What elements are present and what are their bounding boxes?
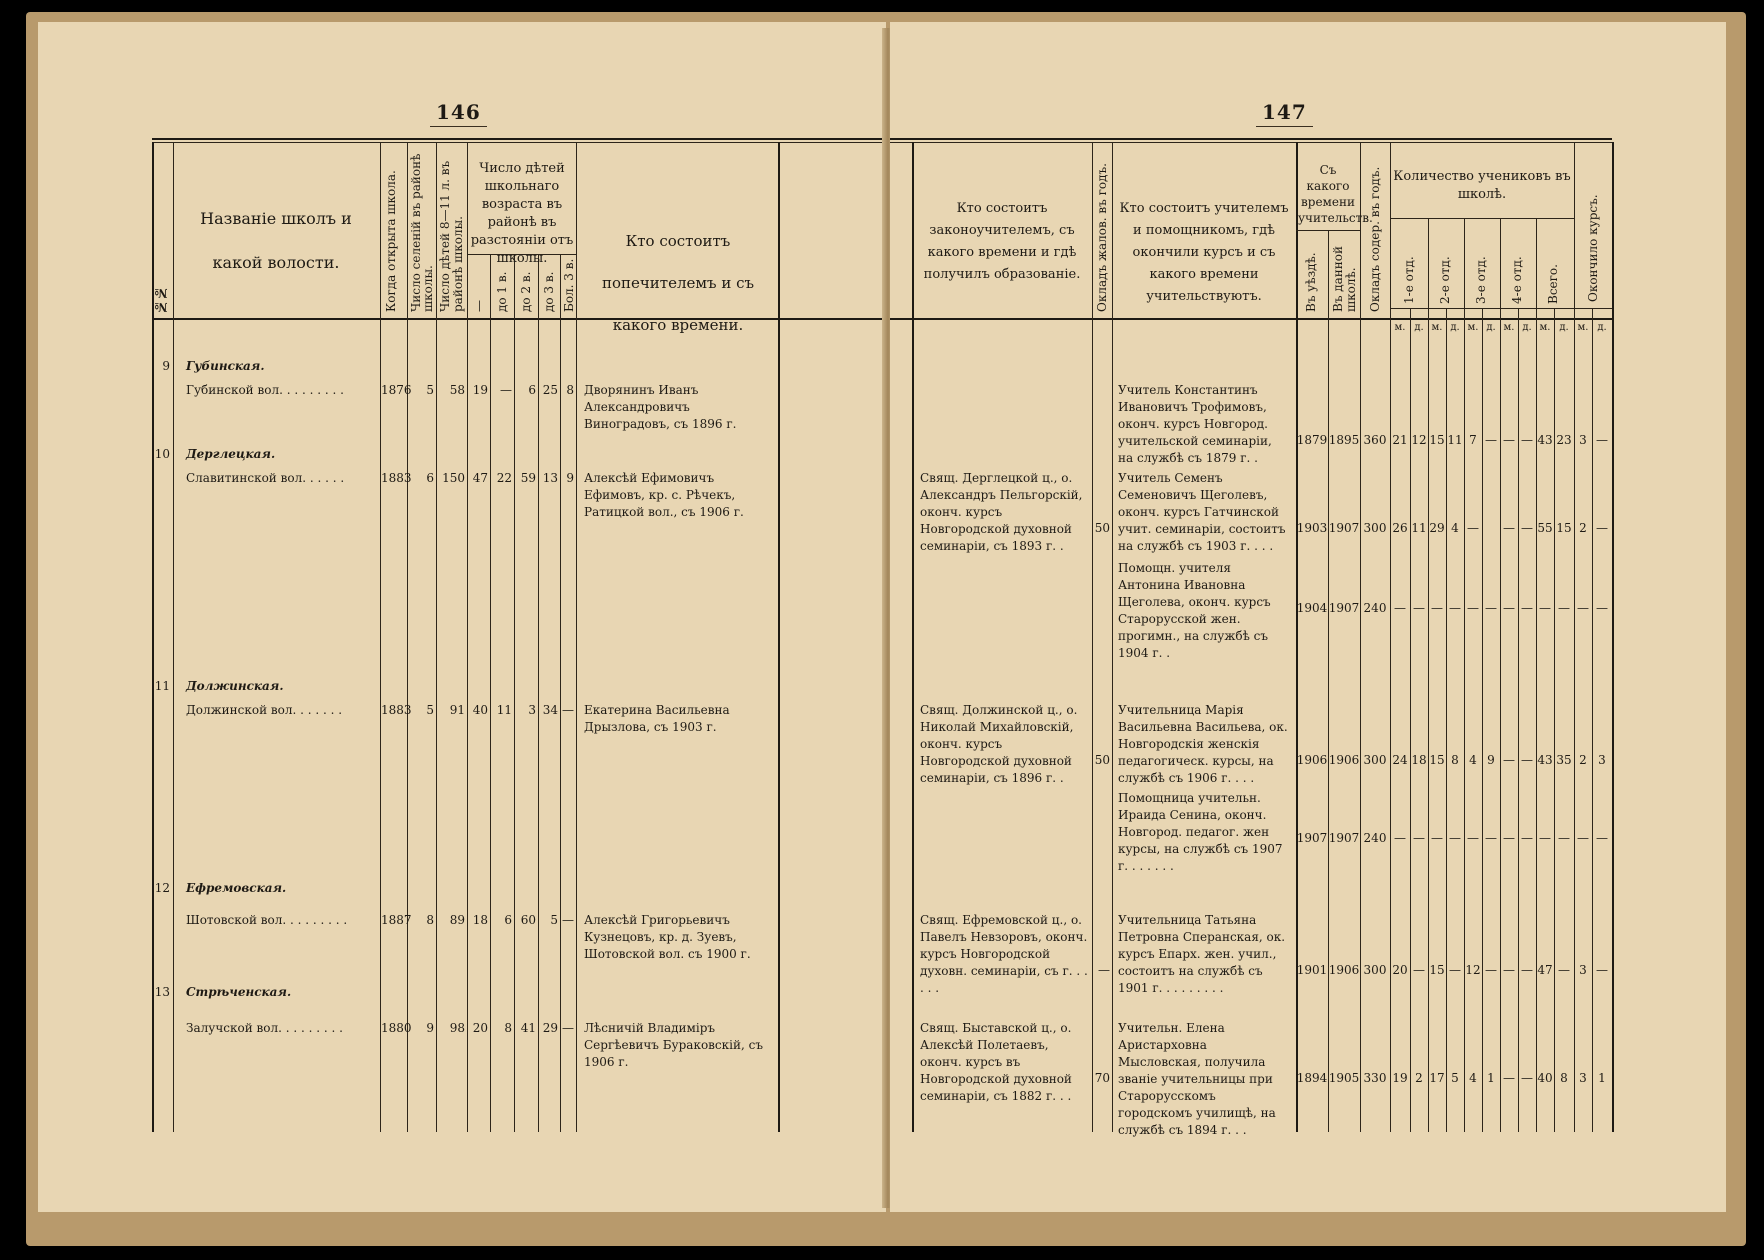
dist-1: 6: [504, 913, 512, 927]
dist-3: 13: [542, 471, 558, 485]
sub-m: м.: [1503, 322, 1515, 333]
student-count: —: [1503, 601, 1515, 615]
student-count: 15: [1429, 433, 1445, 447]
header-children-group: Число дѣтей школьнаго возраста въ районѣ въ разстояніи отъ школы.: [470, 161, 574, 266]
col-line: [1328, 230, 1329, 1132]
opened-year: 1880: [381, 1021, 412, 1035]
student-count: 2: [1415, 1071, 1423, 1085]
dist-more: —: [562, 703, 574, 717]
student-count: —: [1521, 963, 1533, 977]
student-count: —: [1577, 831, 1589, 845]
student-count: 55: [1537, 521, 1553, 535]
law-teacher: Свящ. Ефремовской ц., о. Павелъ Невзоровъ, оконч. курсъ Новгородской духовн. семинаріи, съ г. . . . . .: [920, 913, 1088, 995]
since-school: 1907: [1328, 601, 1360, 615]
table-top-rule-thin: [152, 142, 886, 143]
student-count: —: [1521, 521, 1533, 535]
header-dist-0: —: [472, 300, 486, 312]
sub-m: м.: [1394, 322, 1406, 333]
student-count: 11: [1447, 433, 1463, 447]
col-line: [1464, 218, 1465, 1132]
student-count: —: [1503, 521, 1515, 535]
student-count: 29: [1429, 521, 1445, 535]
header-villages: Число селеній въ районѣ школы.: [409, 153, 435, 312]
student-count: —: [1521, 753, 1533, 767]
sub-d: д.: [1450, 322, 1460, 333]
student-count: 11: [1411, 521, 1427, 535]
school-name: Должинской вол. . . . . . .: [186, 703, 343, 717]
since-school: 1907: [1328, 521, 1360, 535]
student-count: —: [1394, 831, 1406, 845]
dist-0: 47: [472, 471, 488, 485]
student-count: 8: [1451, 753, 1459, 767]
dist-more: 8: [566, 383, 574, 397]
children-count: 150: [442, 471, 465, 485]
villages-count: 9: [426, 1021, 434, 1035]
salary: —: [1098, 963, 1110, 977]
teacher: Помощн. учителя Антонина Ивановна Щеголева, оконч. курсъ Старорусской жен. прогимн., на службѣ съ 1904 г. .: [1118, 561, 1271, 660]
col-line: [1536, 218, 1537, 1132]
student-count: —: [1485, 433, 1497, 447]
student-count: —: [1485, 601, 1497, 615]
salary: 70: [1094, 1071, 1110, 1085]
header-law-teacher: Кто состоитъ законоучителемъ, съ какого времени и гдѣ получилъ образованіе.: [923, 201, 1081, 282]
sub-m: м.: [1539, 322, 1551, 333]
header-total: Всего.: [1546, 264, 1560, 304]
student-count: —: [1467, 521, 1479, 535]
trustee: Алексѣй Ефимовичъ Ефимовъ, кр. с. Рѣчекъ, Ратицкой вол., съ 1906 г.: [584, 471, 744, 519]
student-count: —: [1503, 433, 1515, 447]
student-count: —: [1467, 831, 1479, 845]
student-count: —: [1539, 831, 1551, 845]
dist-0: 20: [472, 1021, 488, 1035]
opened-year: 1883: [381, 703, 412, 717]
col-line: [380, 142, 381, 1132]
col-line: [407, 142, 408, 1132]
teacher: Учительница Марія Васильевна Васильева, ок. Новгородскія женскія педагогическ. курсы, на службѣ съ 1906 г. . . .: [1118, 703, 1288, 785]
student-count: —: [1394, 601, 1406, 615]
subheader-rule: [1296, 230, 1360, 231]
district-name: Губинская.: [186, 359, 265, 373]
student-count: —: [1521, 1071, 1533, 1085]
pay: 240: [1363, 601, 1387, 615]
student-count: —: [1413, 831, 1425, 845]
teacher: Помощница учительн. Ираида Сенина, оконч. Новгород. педагог. жен курсы, на службѣ съ 1907 г. . . . . . .: [1118, 791, 1283, 873]
student-count: 23: [1556, 433, 1572, 447]
student-count: —: [1521, 601, 1533, 615]
student-count: 15: [1429, 963, 1445, 977]
header-grade-1: 1-е отд.: [1402, 256, 1416, 304]
header-opened: Когда открыта школа.: [384, 170, 398, 312]
dist-2: 60: [520, 913, 536, 927]
children-count: 89: [449, 913, 465, 927]
col-line: [1360, 142, 1361, 1132]
dist-3: 5: [550, 913, 558, 927]
district-name: Дерглецкая.: [186, 447, 276, 461]
student-count: —: [1467, 601, 1479, 615]
student-count: —: [1485, 831, 1497, 845]
student-count: 43: [1537, 753, 1553, 767]
row-num: 13: [154, 985, 170, 999]
school-name: Залучской вол. . . . . . . . .: [186, 1021, 343, 1035]
student-count: 12: [1465, 963, 1481, 977]
sub-d: д.: [1414, 322, 1424, 333]
law-teacher: Свящ. Должинской ц., о. Николай Михайловскій, оконч. курсъ Новгородской духовной семинаріи, съ 1896 г. .: [920, 703, 1078, 785]
student-count: 4: [1451, 521, 1459, 535]
student-count: 7: [1469, 433, 1477, 447]
student-count: 15: [1429, 753, 1445, 767]
trustee: Лѣсничій Владиміръ Сергѣевичъ Бураковскій, съ 1906 г.: [584, 1021, 763, 1069]
student-count: 4: [1469, 1071, 1477, 1085]
district-name: Стрѣченская.: [186, 985, 292, 999]
dist-3: 25: [542, 383, 558, 397]
pay: 360: [1363, 433, 1387, 447]
col-line: [1574, 142, 1575, 1132]
col-line: [912, 142, 914, 1132]
col-line: [576, 142, 577, 1132]
student-count: 18: [1411, 753, 1427, 767]
row-num: 11: [154, 679, 170, 693]
header-graduated: Окончило курсъ.: [1586, 194, 1600, 302]
student-count: —: [1431, 831, 1443, 845]
student-count: —: [1558, 963, 1570, 977]
dist-0: 18: [472, 913, 488, 927]
opened-year: 1883: [381, 471, 412, 485]
col-line: [1390, 142, 1391, 1132]
villages-count: 5: [426, 703, 434, 717]
dist-0: 19: [472, 383, 488, 397]
student-count: 20: [1392, 963, 1408, 977]
pay: 240: [1363, 831, 1387, 845]
student-count: 5: [1451, 1071, 1459, 1085]
subheader-rule: [1390, 218, 1574, 219]
sub-d: д.: [1597, 322, 1607, 333]
student-count: —: [1577, 601, 1589, 615]
col-line: [1092, 142, 1093, 1132]
student-count: —: [1596, 521, 1608, 535]
col-line: [1612, 142, 1614, 1132]
dist-0: 40: [472, 703, 488, 717]
opened-year: 1876: [381, 383, 412, 397]
dist-2: 3: [528, 703, 536, 717]
student-count: —: [1449, 601, 1461, 615]
since-school: 1906: [1328, 753, 1360, 767]
children-count: 58: [449, 383, 465, 397]
trustee: Екатерина Васильевна Дрызлова, съ 1903 г.: [584, 703, 730, 734]
col-line: [467, 142, 468, 1132]
district-name: Ефремовская.: [186, 881, 287, 895]
header-dist-more: Бол. 3 в.: [562, 258, 576, 312]
pay: 300: [1363, 963, 1387, 977]
header-trustee: Кто состоитъ попечителемъ и съ какого времени.: [601, 232, 755, 334]
student-count: —: [1596, 433, 1608, 447]
student-count: 26: [1392, 521, 1408, 535]
school-name: Шотовской вол. . . . . . . . .: [186, 913, 348, 927]
student-count: 3: [1579, 963, 1587, 977]
col-line: [173, 142, 174, 1132]
left-page: [38, 22, 886, 1212]
since-uezd: 1901: [1296, 963, 1328, 977]
student-count: 1: [1598, 1071, 1606, 1085]
since-school: 1906: [1328, 963, 1360, 977]
header-in-school: Въ данной школѣ.: [1331, 245, 1358, 312]
dist-more: 9: [566, 471, 574, 485]
col-line: [778, 142, 780, 1132]
student-count: 47: [1537, 963, 1553, 977]
student-count: 40: [1537, 1071, 1553, 1085]
since-uezd: 1904: [1296, 601, 1328, 615]
villages-count: 8: [426, 913, 434, 927]
col-line: [1428, 218, 1429, 1132]
header-num: №№: [154, 286, 168, 314]
district-name: Должинская.: [186, 679, 284, 693]
student-count: —: [1449, 831, 1461, 845]
student-count: 35: [1556, 753, 1572, 767]
header-dist-1: до 1 в.: [495, 271, 509, 312]
row-num: 10: [154, 447, 170, 461]
opened-year: 1887: [381, 913, 412, 927]
student-count: 3: [1579, 1071, 1587, 1085]
row-num: 12: [154, 881, 170, 895]
pay: 300: [1363, 521, 1387, 535]
children-count: 98: [449, 1021, 465, 1035]
header-salary: Окладъ жалов. въ годъ.: [1095, 163, 1109, 312]
col-line: [436, 142, 437, 1132]
student-count: —: [1503, 963, 1515, 977]
since-school: 1895: [1328, 433, 1360, 447]
student-count: 8: [1560, 1071, 1568, 1085]
student-count: —: [1558, 601, 1570, 615]
salary: 50: [1094, 753, 1110, 767]
dist-2: 41: [520, 1021, 536, 1035]
since-school: 1905: [1328, 1071, 1360, 1085]
page-number: 146: [430, 100, 487, 127]
header-grade-2: 2-е отд.: [1438, 256, 1452, 304]
pay: 300: [1363, 753, 1387, 767]
children-count: 91: [449, 703, 465, 717]
dist-1: —: [500, 383, 512, 397]
dist-more: —: [562, 913, 574, 927]
school-name: Славитинской вол. . . . . .: [186, 471, 345, 485]
sub-m: м.: [1577, 322, 1589, 333]
header-pay: Окладъ содер. въ годъ.: [1368, 166, 1382, 312]
since-uezd: 1907: [1296, 831, 1328, 845]
student-count: —: [1596, 831, 1608, 845]
header-children-8-11: Число дѣтей 8—11 л. въ районѣ школы.: [438, 160, 465, 312]
student-count: —: [1485, 963, 1497, 977]
dist-1: 11: [496, 703, 512, 717]
student-count: —: [1596, 601, 1608, 615]
teacher: Учительница Татьяна Петровна Сперанская, ок. курсъ Епарх. жен. учил., состоитъ на службѣ съ 1901 г. . . . . . . . .: [1118, 913, 1286, 995]
dist-more: —: [562, 1021, 574, 1035]
since-uezd: 1906: [1296, 753, 1328, 767]
header-grade-4: 4-е отд.: [1510, 256, 1524, 304]
since-uezd: 1894: [1296, 1071, 1328, 1085]
dist-2: 59: [520, 471, 536, 485]
dist-3: 29: [542, 1021, 558, 1035]
student-count: —: [1413, 963, 1425, 977]
teacher: Учитель Семенъ Семеновичъ Щеголевъ, оконч. курсъ Гатчинской учит. семинаріи, состоитъ на службѣ съ 1903 г. . . .: [1118, 471, 1286, 553]
table-top-rule: [152, 138, 886, 140]
dist-3: 34: [542, 703, 558, 717]
table-top-rule: [890, 138, 1612, 140]
row-num: 9: [162, 359, 170, 373]
student-count: 43: [1537, 433, 1553, 447]
student-count: —: [1521, 831, 1533, 845]
header-dist-3: до 3 в.: [542, 271, 556, 312]
student-count: —: [1431, 601, 1443, 615]
student-count: —: [1503, 753, 1515, 767]
student-count: 2: [1579, 753, 1587, 767]
student-count: 9: [1487, 753, 1495, 767]
student-count: 3: [1579, 433, 1587, 447]
law-teacher: Свящ. Дерглецкой ц., о. Александръ Пельгорскій, оконч. курсъ Новгородской духовной семинаріи, съ 1893 г. .: [920, 471, 1083, 553]
student-count: —: [1413, 601, 1425, 615]
dist-1: 22: [496, 471, 512, 485]
student-count: 3: [1598, 753, 1606, 767]
student-count: 19: [1392, 1071, 1408, 1085]
header-since-group: Съ какого времени учительств.: [1298, 163, 1373, 225]
sub-d: д.: [1522, 322, 1532, 333]
law-teacher: Свящ. Быставской ц., о. Алексѣй Полетаевъ, оконч. курсъ въ Новгородской духовной семинаріи, съ 1882 г. . .: [920, 1021, 1072, 1103]
student-count: —: [1521, 433, 1533, 447]
subheader-rule: [1390, 308, 1612, 309]
header-bottom-rule: [152, 318, 886, 320]
dist-1: 8: [504, 1021, 512, 1035]
villages-count: 5: [426, 383, 434, 397]
dist-2: 6: [528, 383, 536, 397]
header-dist-2: до 2 в.: [519, 271, 533, 312]
student-count: 1: [1487, 1071, 1495, 1085]
pay: 330: [1363, 1071, 1387, 1085]
sub-m: м.: [1467, 322, 1479, 333]
header-teacher: Кто состоитъ учителемъ и помощникомъ, гдѣ окончили курсъ и съ какого времени учительствуютъ.: [1119, 201, 1289, 304]
header-grade-3: 3-е отд.: [1474, 256, 1488, 304]
student-count: —: [1503, 831, 1515, 845]
table-top-rule-thin: [890, 142, 1612, 143]
student-count: 4: [1469, 753, 1477, 767]
header-in-uezd: Въ уѣздѣ.: [1304, 252, 1318, 312]
col-line: [1112, 142, 1113, 1132]
teacher: Учитель Константинъ Ивановичъ Трофимовъ, оконч. курсъ Новгород. учительской семинаріи, на службѣ съ 1879 г. .: [1118, 383, 1272, 465]
col-line: [1296, 142, 1298, 1132]
sub-m: м.: [1431, 322, 1443, 333]
sub-d: д.: [1559, 322, 1569, 333]
header-name: Названіе школъ и какой волости.: [200, 209, 352, 272]
school-name: Губинской вол. . . . . . . . .: [186, 383, 344, 397]
student-count: —: [1503, 1071, 1515, 1085]
student-count: 12: [1411, 433, 1427, 447]
student-count: 17: [1429, 1071, 1445, 1085]
villages-count: 6: [426, 471, 434, 485]
salary: 50: [1094, 521, 1110, 535]
student-count: 21: [1392, 433, 1408, 447]
right-page: [890, 22, 1726, 1212]
teacher: Учительн. Елена Аристарховна Мысловская, получила званіе учительницы при Старорусскомъ городскомъ училищѣ, на службѣ съ 1894 г. . .: [1118, 1021, 1276, 1137]
col-line: [1500, 218, 1501, 1132]
sub-d: д.: [1486, 322, 1496, 333]
trustee: Алексѣй Григорьевичъ Кузнецовъ, кр. д. Зуевъ, Шотовской вол. съ 1900 г.: [584, 913, 751, 961]
trustee: Дворянинъ Иванъ Александровичъ Виноградовъ, съ 1896 г.: [584, 383, 737, 431]
since-school: 1907: [1328, 831, 1360, 845]
student-count: —: [1539, 601, 1551, 615]
student-count: 24: [1392, 753, 1408, 767]
header-bottom-rule: [890, 318, 1612, 320]
header-students-group: Количество учениковъ въ школѣ.: [1393, 169, 1571, 202]
student-count: 15: [1556, 521, 1572, 535]
student-count: —: [1449, 963, 1461, 977]
student-count: —: [1596, 963, 1608, 977]
student-count: —: [1558, 831, 1570, 845]
since-uezd: 1879: [1296, 433, 1328, 447]
student-count: 2: [1579, 521, 1587, 535]
page-number: 147: [1256, 100, 1313, 127]
since-uezd: 1903: [1296, 521, 1328, 535]
